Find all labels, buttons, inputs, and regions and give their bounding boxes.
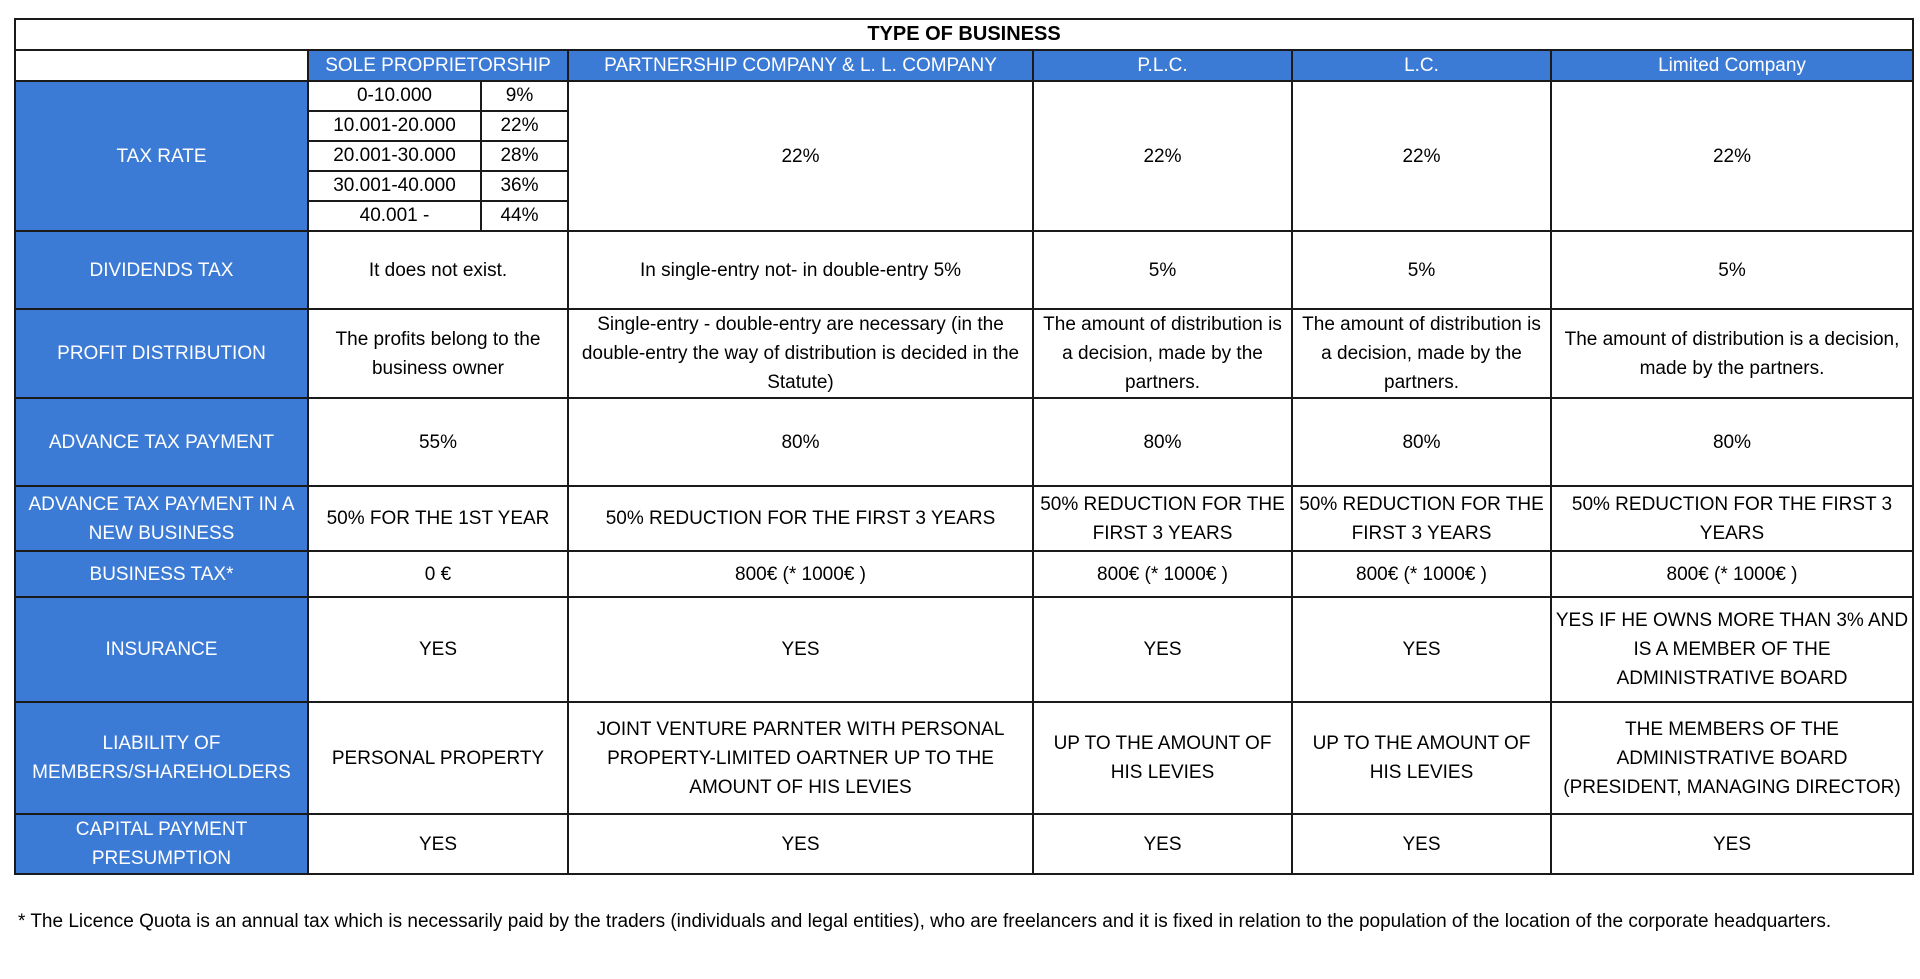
table-cell: 50% REDUCTION FOR THE FIRST 3 YEARS <box>1551 486 1913 551</box>
table-cell: 80% <box>1551 398 1913 486</box>
table-cell: 80% <box>568 398 1033 486</box>
table-cell: YES <box>568 814 1033 874</box>
table-cell: 800€ (* 1000€ ) <box>1292 551 1551 597</box>
bracket-rate: 9% <box>481 82 567 111</box>
row-header: DIVIDENDS TAX <box>15 231 308 309</box>
table-cell: YES IF HE OWNS MORE THAN 3% AND IS A MEMBER OF THE ADMINISTRATIVE BOARD <box>1551 597 1913 702</box>
column-header: P.L.C. <box>1033 50 1292 81</box>
table-cell: UP TO THE AMOUNT OF HIS LEVIES <box>1033 702 1292 814</box>
table-row <box>15 231 1913 309</box>
bracket-range: 30.001-40.000 <box>309 171 481 201</box>
table-row <box>15 398 1913 486</box>
footnote: * The Licence Quota is an annual tax which is necessarily paid by the traders (individuals and legal entities), who are freelancers and it is fixed in relation to the population of the location of the corporate headquarters. <box>18 911 1832 932</box>
table-cell: 800€ (* 1000€ ) <box>568 551 1033 597</box>
table-cell: 50% FOR THE 1ST YEAR <box>308 486 568 551</box>
table-cell: JOINT VENTURE PARNTER WITH PERSONAL PROPERTY-LIMITED OARTNER UP TO THE AMOUNT OF HIS LEVIES <box>568 702 1033 814</box>
table-cell: 5% <box>1551 231 1913 309</box>
row-header: PROFIT DISTRIBUTION <box>15 309 308 398</box>
table-cell: 800€ (* 1000€ ) <box>1551 551 1913 597</box>
table-cell: YES <box>568 597 1033 702</box>
tax-bracket-table <box>309 82 567 230</box>
table-row <box>15 551 1913 597</box>
table-cell: 5% <box>1033 231 1292 309</box>
table-cell: YES <box>308 814 568 874</box>
table-cell: 22% <box>1292 81 1551 231</box>
bracket-rate: 36% <box>481 171 567 201</box>
table-row <box>15 486 1913 551</box>
table-row <box>15 309 1913 398</box>
table-cell: YES <box>1033 814 1292 874</box>
column-header: SOLE PROPRIETORSHIP <box>308 50 568 81</box>
table-title: TYPE OF BUSINESS <box>15 19 1913 50</box>
table-cell: It does not exist. <box>308 231 568 309</box>
table-cell: The amount of distribution is a decision, made by the partners. <box>1551 309 1913 398</box>
bracket-range: 10.001-20.000 <box>309 111 481 141</box>
bracket-range: 40.001 - <box>309 201 481 230</box>
table-cell: YES <box>1033 597 1292 702</box>
table-cell: 55% <box>308 398 568 486</box>
table-cell: The profits belong to the business owner <box>308 309 568 398</box>
table-cell: YES <box>308 597 568 702</box>
table-cell: 22% <box>568 81 1033 231</box>
table-cell: 50% REDUCTION FOR THE FIRST 3 YEARS <box>1292 486 1551 551</box>
row-header: INSURANCE <box>15 597 308 702</box>
table-cell: UP TO THE AMOUNT OF HIS LEVIES <box>1292 702 1551 814</box>
table-cell: 22% <box>1551 81 1913 231</box>
table-cell: 50% REDUCTION FOR THE FIRST 3 YEARS <box>1033 486 1292 551</box>
row-header: TAX RATE <box>15 81 308 231</box>
corner-cell <box>15 50 308 81</box>
table-cell: 50% REDUCTION FOR THE FIRST 3 YEARS <box>568 486 1033 551</box>
table-row <box>15 814 1913 874</box>
table-cell: The amount of distribution is a decision, made by the partners. <box>1292 309 1551 398</box>
bracket-range: 0-10.000 <box>309 82 481 111</box>
tax-bracket-cell <box>308 81 568 231</box>
row-header: LIABILITY OF MEMBERS/SHAREHOLDERS <box>15 702 308 814</box>
table-cell: PERSONAL PROPERTY <box>308 702 568 814</box>
table-cell: 80% <box>1033 398 1292 486</box>
table-cell: 0 € <box>308 551 568 597</box>
table-cell: THE MEMBERS OF THE ADMINISTRATIVE BOARD (PRESIDENT, MANAGING DIRECTOR) <box>1551 702 1913 814</box>
table-cell: YES <box>1292 597 1551 702</box>
column-header: Limited Company <box>1551 50 1913 81</box>
table-cell: 22% <box>1033 81 1292 231</box>
table-cell: YES <box>1551 814 1913 874</box>
table-cell: 5% <box>1292 231 1551 309</box>
row-header: CAPITAL PAYMENT PRESUMPTION <box>15 814 308 874</box>
table-cell: Single-entry - double-entry are necessary (in the double-entry the way of distribution is decided in the Statute) <box>568 309 1033 398</box>
table-row <box>15 81 1913 231</box>
table-cell: The amount of distribution is a decision, made by the partners. <box>1033 309 1292 398</box>
bracket-rate: 22% <box>481 111 567 141</box>
business-types-table <box>14 18 1914 875</box>
row-header: BUSINESS TAX* <box>15 551 308 597</box>
table-row <box>15 597 1913 702</box>
table-cell: 800€ (* 1000€ ) <box>1033 551 1292 597</box>
column-header: PARTNERSHIP COMPANY & L. L. COMPANY <box>568 50 1033 81</box>
column-header: L.C. <box>1292 50 1551 81</box>
row-header: ADVANCE TAX PAYMENT <box>15 398 308 486</box>
table-cell: YES <box>1292 814 1551 874</box>
table-row <box>15 702 1913 814</box>
row-header: ADVANCE TAX PAYMENT IN A NEW BUSINESS <box>15 486 308 551</box>
bracket-range: 20.001-30.000 <box>309 141 481 171</box>
bracket-rate: 44% <box>500 205 539 226</box>
table-cell: In single-entry not- in double-entry 5% <box>568 231 1033 309</box>
table-cell: 80% <box>1292 398 1551 486</box>
bracket-rate: 28% <box>481 141 567 171</box>
